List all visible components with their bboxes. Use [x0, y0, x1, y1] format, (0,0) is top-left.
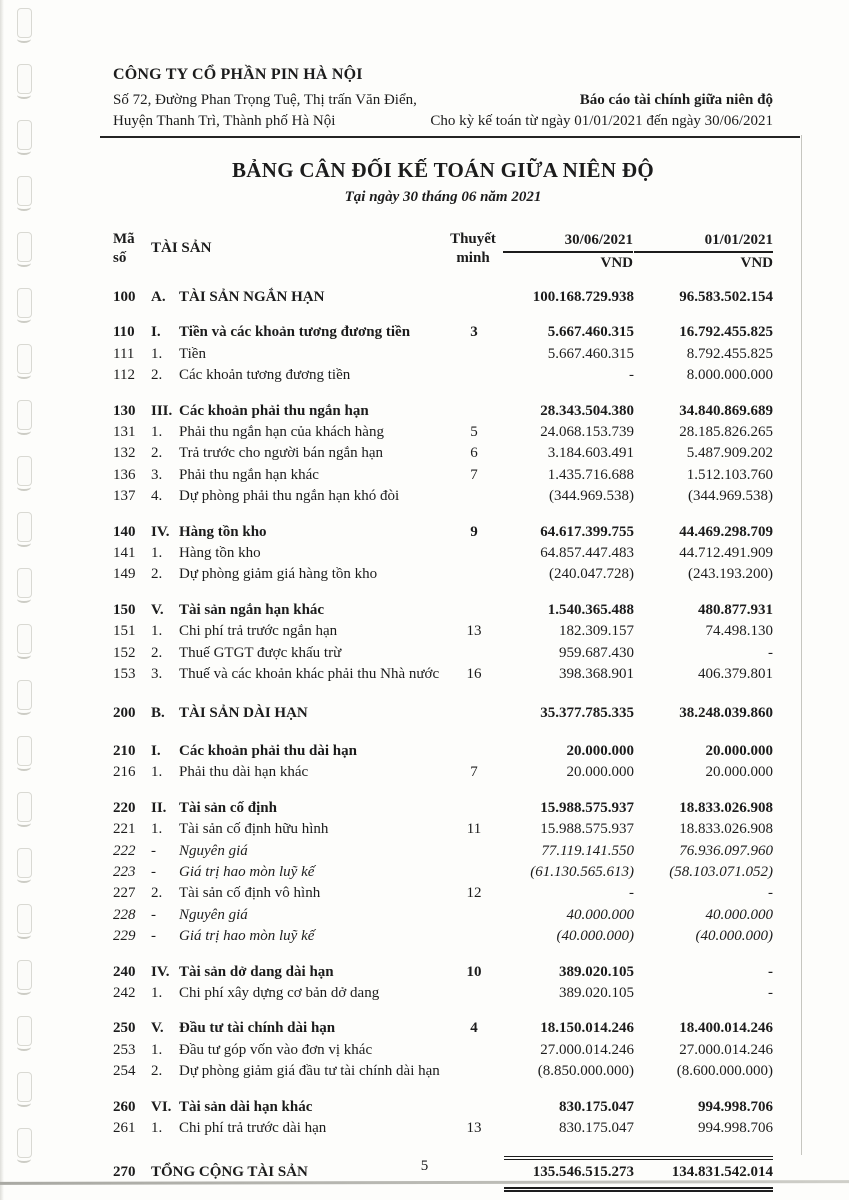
row-note: 10 [466, 963, 482, 980]
row-prefix: 1. [151, 764, 163, 781]
row-label [151, 664, 444, 685]
date-prior: 01/01/2021 [634, 230, 773, 253]
row-value-current: 24.068.153.739 [540, 424, 634, 441]
table-row [113, 1097, 773, 1118]
row-label-text: Các khoản phải thu dài hạn [179, 742, 357, 759]
binding-hole [17, 1072, 32, 1102]
table-row [113, 344, 773, 365]
table-row [113, 643, 773, 664]
row-value-current: (61.130.565.613) [530, 863, 634, 880]
row-label-text: Tiền [179, 345, 206, 362]
row-label-text: Giá trị hao mòn luỹ kế [179, 863, 315, 880]
row-value-prior: (58.103.071.052) [669, 863, 773, 880]
row-label-text: Nguyên giá [179, 906, 248, 923]
row-prefix: 1. [151, 1041, 163, 1058]
row-label [151, 543, 444, 564]
row-value-prior: 28.185.826.265 [679, 424, 773, 441]
row-value-current: 398.368.901 [559, 666, 634, 683]
report-title: BẢNG CÂN ĐỐI KẾ TOÁN GIỮA NIÊN ĐỘ [232, 158, 654, 182]
row-label [151, 1097, 444, 1118]
row-label-text: Các khoản phải thu ngắn hạn [179, 402, 369, 419]
row-note: 13 [466, 1120, 482, 1136]
row-value-current: 77.119.141.550 [541, 842, 634, 859]
row-value-prior: - [768, 984, 773, 1001]
row-value-prior: 406.379.801 [698, 666, 773, 683]
row-prefix: 2. [151, 885, 163, 902]
row-label [151, 643, 444, 664]
binding-hole [17, 120, 32, 150]
row-value-prior: 8.792.455.825 [686, 345, 773, 362]
row-label-text: Đầu tư góp vốn vào đơn vị khác [179, 1041, 373, 1058]
row-label-text: Thuế và các khoản khác phải thu Nhà nước [179, 666, 440, 683]
table-row [113, 1018, 773, 1039]
row-code: 228 [113, 906, 136, 923]
binding-hole [17, 680, 32, 710]
row-code: 112 [113, 367, 135, 384]
binding-hole [17, 1128, 32, 1158]
row-value-current: 64.857.447.483 [540, 545, 634, 562]
row-code: 141 [113, 545, 136, 562]
row-note: 7 [470, 466, 478, 483]
row-label [151, 819, 444, 840]
row-label-text: Trả trước cho người bán ngắn hạn [179, 445, 384, 462]
row-value-current: 18.150.014.246 [540, 1020, 634, 1037]
row-label-text: Dự phòng giảm giá hàng tồn kho [179, 566, 378, 583]
row-code: 149 [113, 566, 136, 583]
row-prefix: 2. [151, 367, 163, 384]
row-value-prior: 38.248.039.860 [679, 704, 773, 721]
row-label [151, 905, 444, 926]
currency-label-prior: VND [740, 255, 773, 271]
row-label-text: Thuế GTGT được khấu trừ [179, 644, 342, 661]
table-row [113, 664, 773, 685]
row-label [151, 344, 444, 365]
row-prefix: 2. [151, 1063, 163, 1080]
row-value-prior: (8.600.000.000) [676, 1063, 773, 1080]
row-label [151, 465, 444, 486]
table-row [113, 1118, 773, 1139]
report-period: Cho kỳ kế toán từ ngày 01/01/2021 đến ngày 30/06/2021 [430, 113, 773, 129]
row-prefix: 3. [151, 466, 163, 483]
row-value-current: 20.000.000 [566, 764, 634, 781]
binding-hole [17, 288, 32, 318]
table-row [113, 703, 773, 724]
table-row [113, 486, 773, 507]
row-label [151, 621, 444, 642]
row-value-prior: 480.877.931 [698, 601, 773, 618]
row-prefix: 1. [151, 345, 163, 362]
row-value-prior: 20.000.000 [705, 764, 773, 781]
row-value-prior: (344.969.538) [688, 488, 773, 505]
row-label-text: Chi phí trả trước ngắn hạn [179, 623, 338, 640]
row-code: 240 [113, 963, 136, 980]
row-code: 140 [113, 523, 136, 540]
row-label [151, 486, 444, 507]
row-label-text: Đầu tư tài chính dài hạn [179, 1020, 336, 1037]
row-prefix: V. [151, 601, 164, 618]
row-prefix: IV. [151, 523, 170, 540]
row-value-prior: 16.792.455.825 [679, 324, 773, 341]
row-code: 132 [113, 445, 136, 462]
table-row [113, 422, 773, 443]
row-value-prior: 27.000.014.246 [679, 1041, 773, 1058]
row-label-text: Tài sản cố định [179, 799, 277, 816]
row-code: 242 [113, 984, 136, 1001]
company-address [113, 90, 417, 132]
col-header-thuyet-minh [443, 230, 503, 268]
scan-left-edge [0, 0, 4, 1200]
row-label-text: Dự phòng giảm giá đầu tư tài chính dài hạn [179, 1063, 440, 1080]
row-code: 150 [113, 601, 136, 618]
letterhead [100, 84, 800, 138]
row-code: 270 [113, 1164, 136, 1181]
row-label [151, 600, 444, 621]
row-value-prior: 18.833.026.908 [679, 821, 773, 838]
row-value-prior: - [768, 885, 773, 902]
row-label-text: TỔNG CỘNG TÀI SẢN [151, 1164, 308, 1181]
col-header-date-prior [634, 230, 773, 273]
row-value-prior: 18.833.026.908 [679, 799, 773, 816]
row-label [151, 883, 444, 904]
report-info [430, 90, 773, 132]
table-row [113, 1061, 773, 1082]
row-label [151, 401, 444, 422]
row-value-current: 20.000.000 [566, 742, 634, 759]
row-value-current: 3.184.603.491 [547, 445, 634, 462]
table-row [113, 798, 773, 819]
row-value-prior: 994.998.706 [698, 1120, 773, 1136]
row-prefix: - [151, 906, 156, 923]
row-label-text: Dự phòng phải thu ngắn hạn khó đòi [179, 488, 400, 505]
row-value-prior: 96.583.502.154 [679, 289, 773, 305]
row-prefix: 2. [151, 566, 163, 583]
row-prefix: 1. [151, 1120, 163, 1136]
row-code: 253 [113, 1041, 136, 1058]
row-label [151, 862, 444, 883]
row-label-text: Chi phí trả trước dài hạn [179, 1120, 327, 1136]
row-value-current: 830.175.047 [559, 1120, 634, 1136]
table-row [113, 543, 773, 564]
date-current: 30/06/2021 [503, 230, 633, 253]
table-row [113, 365, 773, 386]
row-code: 110 [113, 324, 135, 341]
row-value-prior: 5.487.909.202 [686, 445, 773, 462]
row-label-text: Nguyên giá [179, 842, 248, 859]
binding-hole [17, 960, 32, 990]
table-row [113, 287, 773, 308]
row-value-current: 830.175.047 [559, 1098, 634, 1115]
row-value-prior: 76.936.097.960 [679, 842, 773, 859]
table-row [113, 962, 773, 983]
row-note: 16 [466, 666, 482, 683]
binding-hole [17, 232, 32, 262]
binding-hole [17, 64, 32, 94]
row-label [151, 841, 444, 862]
row-code: 137 [113, 488, 136, 505]
row-value-current: 135.546.515.273 [504, 1156, 634, 1191]
row-code: 131 [113, 424, 136, 441]
row-code: 152 [113, 644, 136, 661]
row-prefix: - [151, 928, 156, 945]
binding-hole [17, 568, 32, 598]
row-prefix: A. [151, 289, 166, 305]
row-value-prior: 40.000.000 [705, 906, 773, 923]
row-prefix: II. [151, 799, 167, 816]
report-date: Tại ngày 30 tháng 06 năm 2021 [344, 189, 542, 205]
row-value-prior: (40.000.000) [695, 928, 773, 945]
row-prefix: I. [151, 742, 161, 759]
row-value-current: 389.020.105 [559, 984, 634, 1001]
row-value-prior: 44.469.298.709 [679, 523, 773, 540]
row-value-current: 15.988.575.937 [540, 821, 634, 838]
col-header-thuyet: Thuyết [450, 231, 496, 247]
row-value-current: 40.000.000 [566, 906, 634, 923]
row-value-prior: - [768, 963, 773, 980]
binding-holes [0, 0, 50, 1200]
table-row [113, 762, 773, 783]
row-label-text: Hàng tồn kho [179, 545, 261, 562]
company-name: CÔNG TY CỔ PHẦN PIN HÀ NỘI [113, 66, 363, 83]
row-note: 9 [470, 523, 478, 540]
binding-hole [17, 904, 32, 934]
row-note: 12 [466, 885, 482, 902]
table-row [113, 883, 773, 904]
row-value-current: 5.667.460.315 [547, 345, 634, 362]
row-value-prior: 18.400.014.246 [679, 1020, 773, 1037]
row-value-prior: 134.831.542.014 [634, 1156, 773, 1191]
table-row [113, 564, 773, 585]
table-header [113, 230, 773, 273]
table-row [113, 905, 773, 926]
table-row [113, 841, 773, 862]
row-note: 7 [470, 764, 478, 781]
row-label [151, 1018, 444, 1039]
row-label-text: Phải thu ngắn hạn khác [179, 466, 319, 483]
row-label-text: Phải thu dài hạn khác [179, 764, 309, 781]
col-header-so: số [113, 250, 127, 266]
row-note: 3 [470, 324, 478, 341]
row-code: 111 [113, 345, 135, 362]
row-prefix: - [151, 863, 156, 880]
row-code: 153 [113, 666, 136, 683]
row-value-prior: (243.193.200) [688, 566, 773, 583]
row-label-text: TÀI SẢN DÀI HẠN [179, 704, 308, 721]
row-value-prior: 74.498.130 [705, 623, 773, 640]
row-prefix: 3. [151, 666, 163, 683]
row-value-current: (8.850.000.000) [537, 1063, 634, 1080]
report-type: Báo cáo tài chính giữa niên độ [579, 92, 773, 108]
row-label-text: Tài sản ngắn hạn khác [179, 601, 325, 618]
row-code: 130 [113, 402, 136, 419]
col-header-date-current [503, 230, 633, 273]
row-code: 223 [113, 863, 136, 880]
row-prefix: 1. [151, 821, 163, 838]
row-label [151, 365, 444, 386]
row-code: 136 [113, 466, 136, 483]
row-value-current: 389.020.105 [559, 963, 634, 980]
row-label [151, 741, 444, 762]
row-label [151, 1061, 444, 1082]
row-value-current: - [629, 885, 634, 902]
row-note: 4 [470, 1020, 478, 1037]
currency-label-current: VND [600, 255, 633, 271]
binding-hole [17, 456, 32, 486]
row-note: 6 [470, 445, 478, 462]
row-label-text: Tài sản cố định vô hình [179, 885, 321, 902]
row-label [151, 564, 444, 585]
row-value-prior: 8.000.000.000 [686, 367, 773, 384]
row-code: 200 [113, 704, 136, 721]
row-value-prior: 1.512.103.760 [686, 466, 773, 483]
row-prefix: 1. [151, 984, 163, 1001]
row-code: 100 [113, 289, 136, 305]
row-value-prior: 34.840.869.689 [679, 402, 773, 419]
table-row [113, 465, 773, 486]
row-value-prior: - [768, 644, 773, 661]
row-label-text: Giá trị hao mòn luỹ kế [179, 928, 315, 945]
row-code: 254 [113, 1063, 136, 1080]
row-label-text: Chi phí xây dựng cơ bản dở dang [179, 984, 380, 1001]
row-label [151, 926, 444, 947]
row-code: 220 [113, 799, 136, 816]
binding-hole [17, 848, 32, 878]
row-value-current: 100.168.729.938 [532, 289, 634, 305]
row-prefix: - [151, 842, 156, 859]
binding-hole [17, 400, 32, 430]
row-label-text: Tiền và các khoản tương đương tiền [179, 324, 411, 341]
row-value-current: 64.617.399.755 [540, 523, 634, 540]
row-code: 221 [113, 821, 136, 838]
binding-hole [17, 736, 32, 766]
row-prefix: B. [151, 704, 165, 721]
row-prefix: 1. [151, 424, 163, 441]
row-prefix: 2. [151, 644, 163, 661]
row-label-text: Tài sản dài hạn khác [179, 1098, 313, 1115]
row-code: 229 [113, 928, 136, 945]
row-label [151, 762, 444, 783]
table-row [113, 983, 773, 1004]
row-code: 250 [113, 1020, 136, 1037]
row-note: 5 [470, 424, 478, 441]
col-header-minh: minh [456, 250, 490, 266]
binding-hole [17, 512, 32, 542]
binding-hole [17, 1016, 32, 1046]
row-value-current: 15.988.575.937 [540, 799, 634, 816]
table-body [113, 287, 773, 1192]
table-row [113, 401, 773, 422]
binding-hole [17, 344, 32, 374]
row-label-text: Tài sản cố định hữu hình [179, 821, 329, 838]
col-header-ma-so [113, 230, 151, 268]
row-value-current: (40.000.000) [556, 928, 634, 945]
row-label [151, 422, 444, 443]
binding-hole [17, 176, 32, 206]
row-prefix: III. [151, 402, 173, 419]
row-value-current: - [629, 367, 634, 384]
row-code: 227 [113, 885, 136, 902]
row-label-text: Tài sản dở dang dài hạn [179, 963, 334, 980]
row-code: 216 [113, 764, 136, 781]
row-value-current: (240.047.728) [549, 566, 634, 583]
row-label [151, 798, 444, 819]
row-label-text: Phải thu ngắn hạn của khách hàng [179, 424, 384, 441]
row-code: 260 [113, 1098, 136, 1115]
page-number: 5 [420, 1158, 429, 1174]
row-prefix: V. [151, 1020, 164, 1037]
row-code: 210 [113, 742, 136, 759]
row-value-current: 1.435.716.688 [547, 466, 634, 483]
row-prefix: 1. [151, 623, 163, 640]
row-label [151, 322, 444, 343]
row-label [151, 703, 444, 724]
row-value-prior: 20.000.000 [705, 742, 773, 759]
table-row [113, 1040, 773, 1061]
row-prefix: IV. [151, 963, 170, 980]
table-row [113, 600, 773, 621]
row-value-current: 28.343.504.380 [540, 402, 634, 419]
binding-hole [17, 792, 32, 822]
row-label [151, 1118, 444, 1139]
col-header-ma: Mã [113, 231, 135, 247]
row-label [151, 962, 444, 983]
row-value-current: 35.377.785.335 [540, 704, 634, 721]
table-row [113, 819, 773, 840]
row-prefix: 4. [151, 488, 163, 505]
company-address-line2: Huyện Thanh Trì, Thành phố Hà Nội [113, 113, 336, 129]
row-label [151, 287, 444, 308]
document-content [113, 66, 773, 1192]
table-row [113, 926, 773, 947]
table-row [113, 522, 773, 543]
row-prefix: 1. [151, 545, 163, 562]
table-row [113, 443, 773, 464]
binding-hole [17, 624, 32, 654]
col-header-tai-san: TÀI SẢN [151, 240, 212, 256]
row-label [151, 443, 444, 464]
row-code: 222 [113, 842, 136, 859]
table-row [113, 862, 773, 883]
row-value-current: 5.667.460.315 [547, 324, 634, 341]
row-label [151, 983, 444, 1004]
row-value-current: 182.309.157 [559, 623, 634, 640]
row-label-text: TÀI SẢN NGẮN HẠN [179, 289, 325, 305]
row-prefix: I. [151, 324, 161, 341]
scan-right-edge [801, 135, 802, 1155]
table-row [113, 322, 773, 343]
table-row [113, 621, 773, 642]
row-value-current: 27.000.014.246 [540, 1041, 634, 1058]
row-value-current: (344.969.538) [549, 488, 634, 505]
row-code: 261 [113, 1120, 136, 1136]
row-label [151, 1040, 444, 1061]
row-value-current: 1.540.365.488 [547, 601, 634, 618]
row-value-prior: 44.712.491.909 [679, 545, 773, 562]
company-address-line1: Số 72, Đường Phan Trọng Tuệ, Thị trấn Văn Điển, [113, 92, 417, 108]
row-prefix: VI. [151, 1098, 172, 1115]
row-code: 151 [113, 623, 136, 640]
row-note: 11 [466, 821, 482, 838]
row-note: 13 [466, 623, 482, 640]
binding-hole [17, 8, 32, 38]
row-value-prior: 994.998.706 [698, 1098, 773, 1115]
row-prefix: 2. [151, 445, 163, 462]
row-label-text: Các khoản tương đương tiền [179, 367, 351, 384]
row-value-current: 959.687.430 [559, 644, 634, 661]
table-row [113, 741, 773, 762]
row-label-text: Hàng tồn kho [179, 523, 267, 540]
row-label [151, 522, 444, 543]
